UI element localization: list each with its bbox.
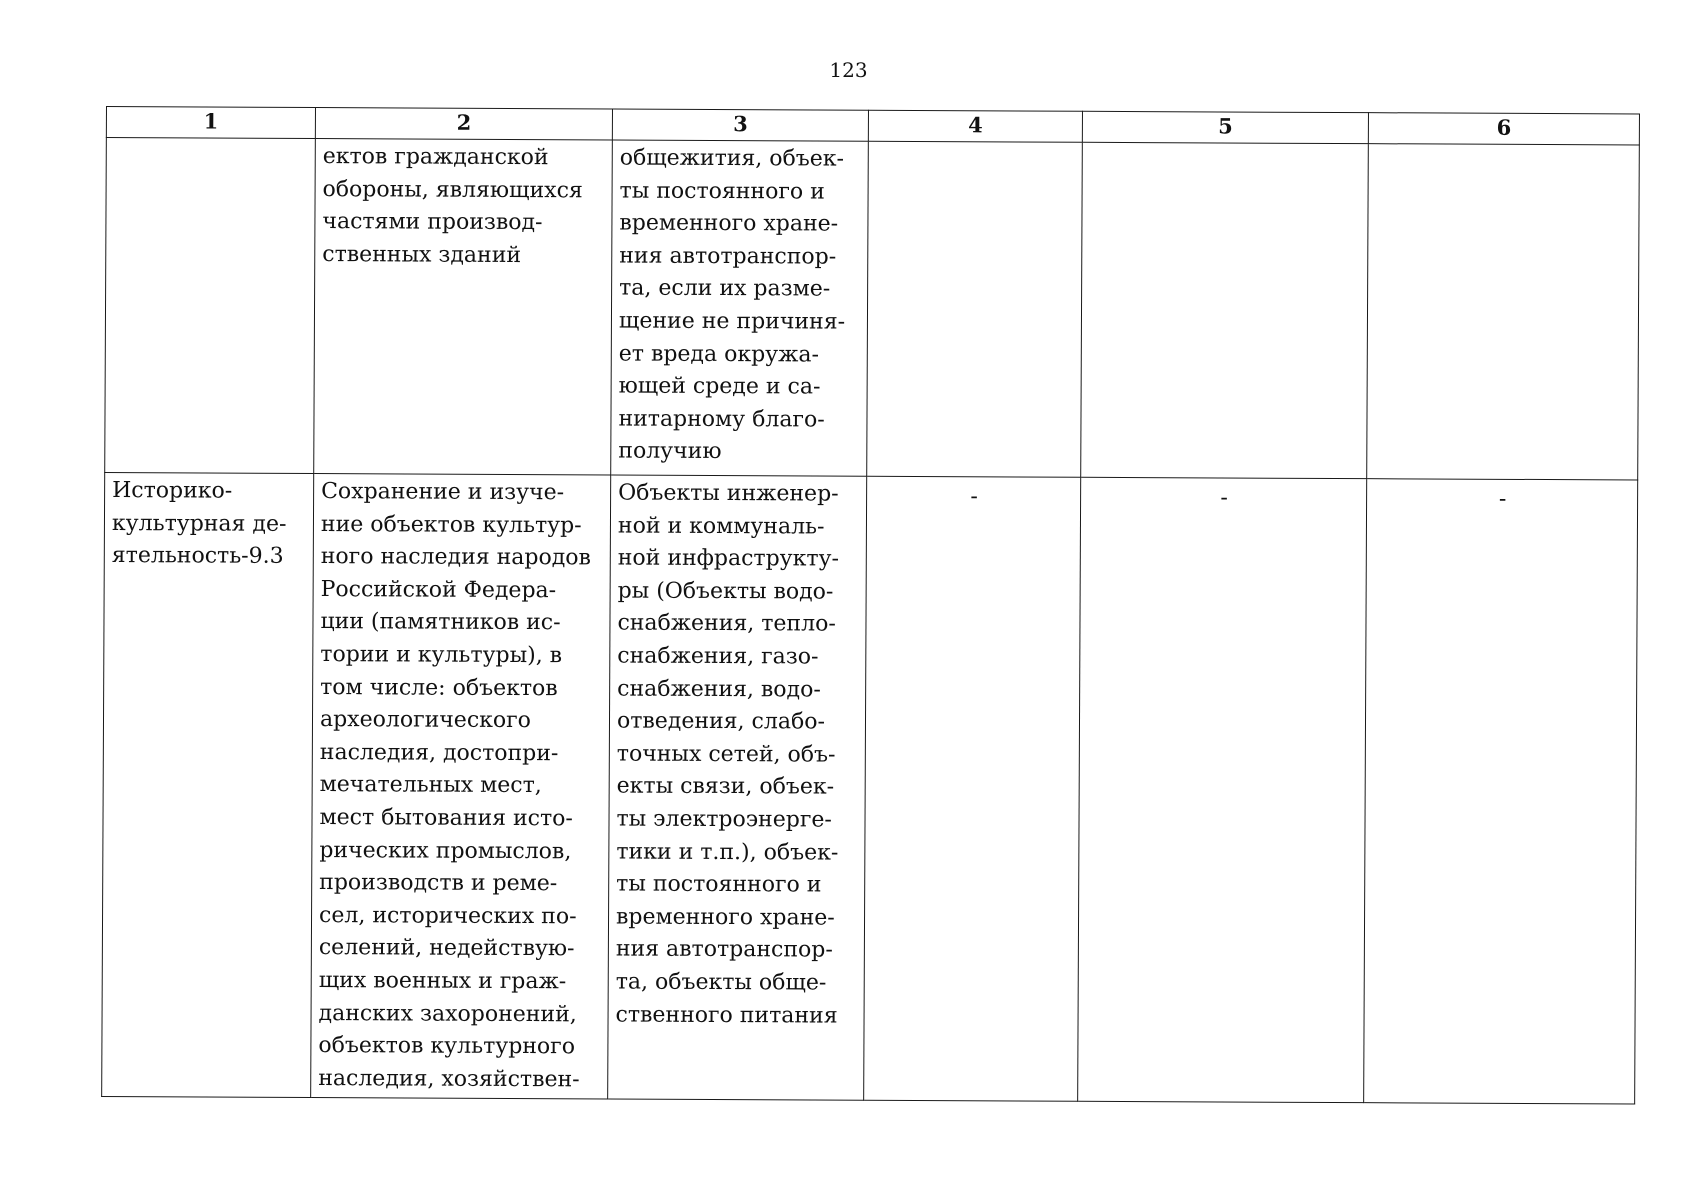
header-col-6: 6 [1368, 113, 1639, 145]
cell-text [114, 140, 309, 141]
cell-text: общежития, объек- ты постоянного и временного хране- ния автотранспор- та, если их разме- щение не причиня- ет вреда окружа- ющей среде и са- нитарному благо- получию [618, 145, 846, 465]
table-cell [105, 138, 316, 474]
cell-text: Историко- культурная де- ятельность-9.3 [111, 478, 287, 570]
dash-value: - [970, 484, 978, 510]
table-cell [1078, 477, 1367, 1103]
table-row [102, 472, 1638, 1104]
cell-text [876, 144, 1076, 145]
document-table [101, 106, 1640, 1105]
cell-text [1376, 146, 1633, 147]
table-cell [1367, 144, 1640, 480]
table-row [105, 138, 1640, 480]
header-col-4: 4 [868, 110, 1082, 142]
cell-text: Объекты инженер- ной и коммуналь- ной инфраструкту- ры (Объекты водо- снабжения, тепло- снабжения, газо- снабжения, водо- отведения, слабо- точных сетей, объ- екты связи, объек- ты электроэнерге- тики и т.п.), объек- ты постоянного и временного хране- ния автотранспор- та, объекты обще- ственного питания [615, 480, 839, 1029]
table-cell [1081, 142, 1369, 478]
header-col-5: 5 [1082, 111, 1368, 143]
table-cell [102, 472, 314, 1097]
table-cell [1364, 479, 1638, 1105]
table-cell [311, 474, 611, 1100]
header-col-2: 2 [315, 108, 612, 140]
page-number: 123 [829, 58, 868, 82]
table-cell [864, 476, 1081, 1101]
cell-text: ектов гражданской обороны, являющихся частями производ- ственных зданий [322, 144, 583, 268]
table-cell [611, 140, 869, 476]
table-cell [608, 475, 867, 1101]
table-cell [314, 139, 613, 475]
cell-text [1090, 145, 1362, 146]
cell-text: Сохранение и изуче- ние объектов культур- ного наследия народов Российской Федера- ции (памятников ис- тории и культуры), в том числе: объектов археологического наследия, достопри- мечательных мест, мест бытования исто- рических промыслов, производств и реме- сел, исторических по- селений, недействую- щих военных и граж- данских захоронений, объектов культурного наследия, хозяйствен- [318, 479, 591, 1093]
dash-value: - [1220, 485, 1228, 511]
header-col-3: 3 [612, 109, 868, 141]
header-col-1: 1 [106, 107, 315, 139]
dash-value: - [1498, 486, 1507, 512]
table-cell [867, 141, 1083, 477]
